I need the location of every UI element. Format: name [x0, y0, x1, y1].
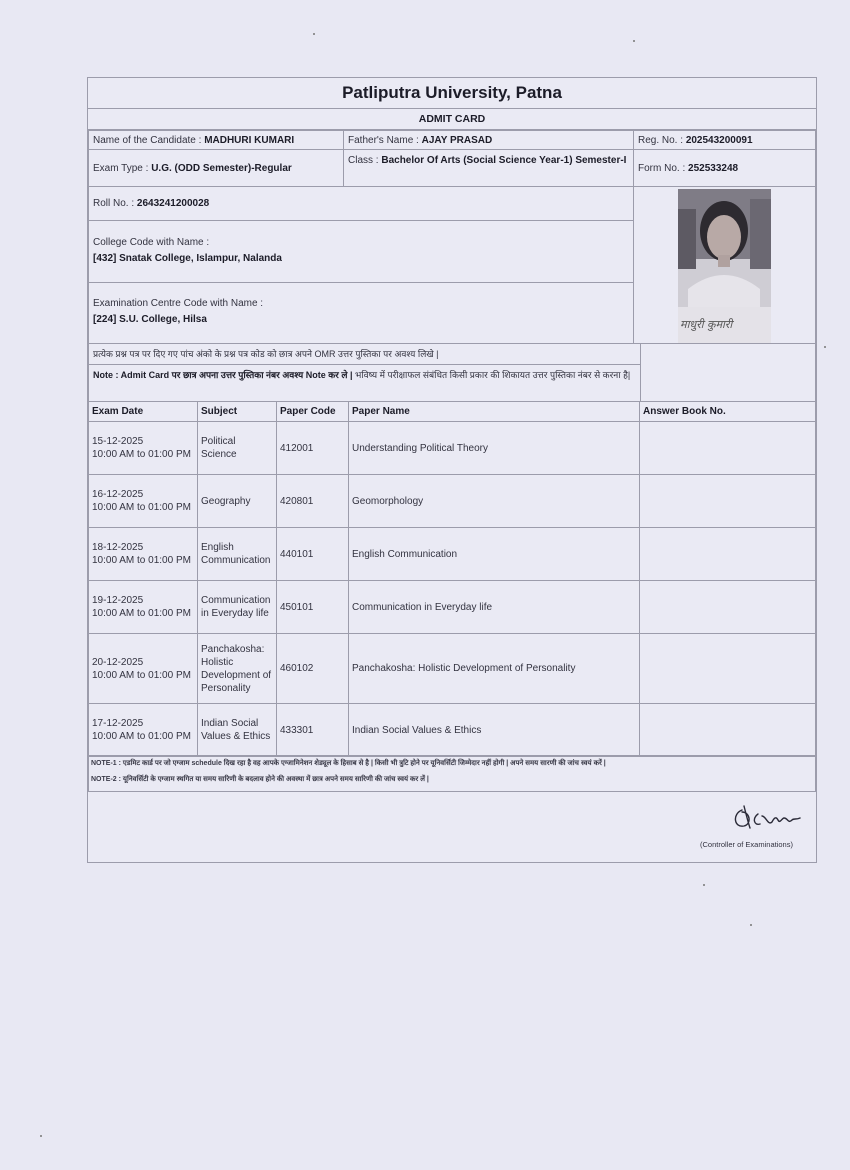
subject: Geography — [198, 475, 277, 528]
class-label: Class : — [348, 155, 382, 166]
note-1: NOTE-1 : एडमिट कार्ड पर जो एग्जाम schedule दिख रहा है वह आपके एग्जामिनेशन शेड्यूल के हिसाब से है | किसी भी त्रुटि होने पर यूनिवर्सिटी जिम्मेदार नहीं होगी | अपने समय सारणी की जांच स्वयं करें | — [91, 760, 606, 767]
exam-date: 18-12-2025 — [92, 542, 144, 553]
roll-no: 2643241200028 — [136, 198, 210, 209]
col-paper-name: Paper Name — [349, 402, 640, 422]
col-paper-code: Paper Code — [277, 402, 349, 422]
photo-signature: माधुरी कुमारी — [680, 318, 733, 331]
controller-label: (Controller of Examinations) — [700, 840, 793, 849]
exam-date: 19-12-2025 — [92, 595, 144, 606]
note-2: NOTE-2 : यूनिवर्सिटी के एग्जाम स्थगित या समय सारिणी के बदलाव होने की अवस्था में छात्र अपने समय सारिणी की जांच स्वयं कर लें | — [91, 776, 429, 783]
answer-book-no — [640, 475, 816, 528]
table-row — [89, 581, 816, 634]
scan-speck — [703, 884, 705, 886]
form-no-label: Form No. : — [638, 163, 689, 174]
table-row — [89, 528, 816, 581]
exam-date-cell — [89, 528, 198, 581]
father-name-cell — [343, 130, 634, 150]
paper-code: 433301 — [277, 704, 349, 757]
class-value: Bachelor Of Arts (Social Science Year-1) Semester-I — [381, 155, 627, 166]
paper-name: Communication in Everyday life — [349, 581, 640, 634]
college-label: College Code with Name : — [93, 237, 210, 248]
exam-type: U.G. (ODD Semester)-Regular — [151, 163, 292, 174]
exam-time: 10:00 AM to 01:00 PM — [92, 731, 191, 742]
doc-type-heading: ADMIT CARD — [88, 109, 816, 130]
instruction-note-bold: Note : Admit Card पर छात्र अपना उत्तर पुस्तिका नंबर अवश्य Note कर ले | — [93, 370, 353, 380]
paper-code: 460102 — [277, 634, 349, 704]
instruction-side-cell — [640, 343, 816, 402]
exam-date-cell — [89, 634, 198, 704]
college-name: [432] Snatak College, Islampur, Nalanda — [93, 253, 282, 264]
exam-date-cell — [89, 422, 198, 475]
exam-time: 10:00 AM to 01:00 PM — [92, 669, 191, 681]
exam-date: 17-12-2025 — [92, 718, 144, 729]
instruction-note-rest: भविष्य में परीक्षाफल संबंधित किसी प्रकार की शिकायत उत्तर पुस्तिका नंबर से करना है| — [352, 370, 631, 380]
scan-speck — [824, 346, 826, 348]
centre-label: Examination Centre Code with Name : — [93, 298, 264, 309]
candidate-name: MADHURI KUMARI — [204, 135, 295, 146]
exam-schedule-table — [88, 401, 816, 757]
father-name: AJAY PRASAD — [421, 135, 493, 146]
paper-name: Geomorphology — [349, 475, 640, 528]
answer-book-no — [640, 634, 816, 704]
class-cell — [343, 149, 634, 187]
reg-no-cell — [633, 130, 816, 150]
subject: Political Science — [198, 422, 277, 475]
candidate-name-cell — [88, 130, 344, 150]
paper-name: Panchakosha: Holistic Development of Personality — [349, 634, 640, 704]
answer-book-no — [640, 528, 816, 581]
exam-date: 15-12-2025 — [92, 436, 144, 447]
subject: Communication in Everyday life — [198, 581, 277, 634]
table-row — [89, 422, 816, 475]
centre-name: [224] S.U. College, Hilsa — [93, 314, 207, 325]
answer-book-no — [640, 422, 816, 475]
paper-code: 450101 — [277, 581, 349, 634]
exam-date: 20-12-2025 — [92, 656, 144, 668]
col-subject: Subject — [198, 402, 277, 422]
paper-code: 420801 — [277, 475, 349, 528]
col-answer-book: Answer Book No. — [640, 402, 816, 422]
exam-date-cell — [89, 704, 198, 757]
instruction-line-1: प्रत्येक प्रश्न पत्र पर दिए गए पांच अंको के प्रश्न पत्र कोड को छात्र अपने OMR उत्तर पुस्तिका पर अवश्य लिखे | — [88, 343, 641, 365]
father-name-label: Father's Name : — [348, 135, 422, 146]
scan-speck — [313, 33, 315, 35]
paper-name: Understanding Political Theory — [349, 422, 640, 475]
exam-type-label: Exam Type : — [93, 163, 152, 174]
table-row — [89, 634, 816, 704]
form-no-cell — [633, 149, 816, 187]
form-no: 252533248 — [688, 163, 739, 174]
exam-time: 10:00 AM to 01:00 PM — [92, 555, 191, 566]
centre-cell — [88, 282, 634, 344]
paper-code: 412001 — [277, 422, 349, 475]
exam-date: 16-12-2025 — [92, 489, 144, 500]
roll-no-label: Roll No. : — [93, 198, 137, 209]
paper-name: Indian Social Values & Ethics — [349, 704, 640, 757]
candidate-name-label: Name of the Candidate : — [93, 135, 205, 146]
instruction-line-2 — [88, 364, 641, 402]
exam-date-cell — [89, 581, 198, 634]
answer-book-no — [640, 704, 816, 757]
scan-speck — [633, 40, 635, 42]
exam-time: 10:00 AM to 01:00 PM — [92, 502, 191, 513]
answer-book-no — [640, 581, 816, 634]
scan-speck — [750, 924, 752, 926]
subject: Panchakosha: Holistic Development of Personality — [198, 634, 277, 704]
college-cell — [88, 220, 634, 283]
table-row — [89, 704, 816, 757]
table-header-row — [89, 402, 816, 422]
paper-code: 440101 — [277, 528, 349, 581]
table-row — [89, 475, 816, 528]
col-exam-date: Exam Date — [89, 402, 198, 422]
reg-no-label: Reg. No. : — [638, 135, 686, 146]
scan-speck — [40, 1135, 42, 1137]
exam-time: 10:00 AM to 01:00 PM — [92, 608, 191, 619]
subject: Indian Social Values & Ethics — [198, 704, 277, 757]
exam-type-cell — [88, 149, 344, 187]
university-title: Patliputra University, Patna — [88, 78, 816, 109]
paper-name: English Communication — [349, 528, 640, 581]
controller-signature — [728, 800, 808, 834]
reg-no: 202543200091 — [685, 135, 753, 146]
subject: English Communication — [198, 528, 277, 581]
exam-date-cell — [89, 475, 198, 528]
exam-time: 10:00 AM to 01:00 PM — [92, 449, 191, 460]
roll-no-cell — [88, 186, 634, 221]
